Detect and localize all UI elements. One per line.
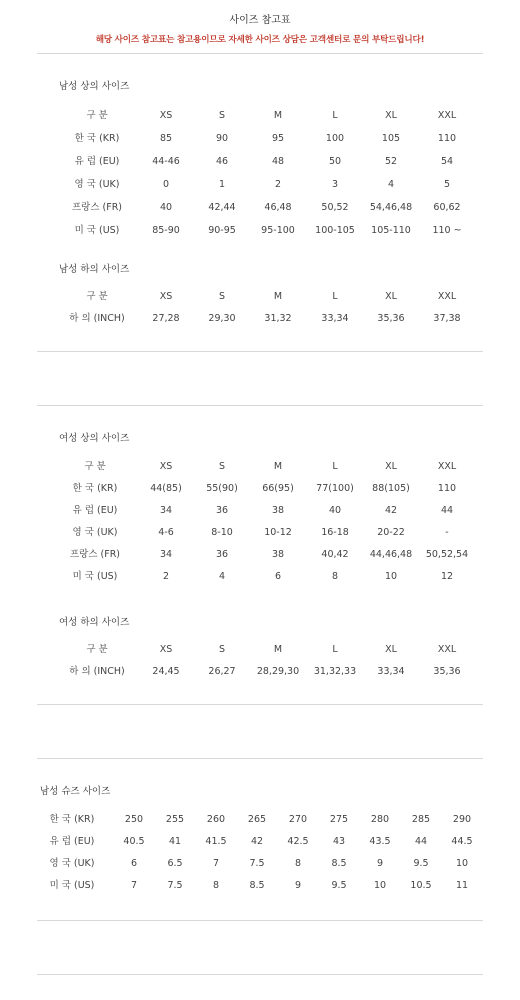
column-header: XXL [437,291,457,302]
table-cell: 33,34 [321,313,349,324]
section-title-men-shoes: 남성 슈즈 사이즈 [40,786,111,797]
column-header: XS [159,644,173,655]
table-cell: 50,52,54 [425,549,469,560]
table-cell: 16-18 [321,527,349,538]
table-cell: 60,62 [433,202,461,213]
table-cell: 110 [437,133,457,144]
table-cell: 54 [440,156,454,167]
column-header: XS [159,461,173,472]
section-title-men-top: 남성 상의 사이즈 [59,81,130,92]
table-cell: 5 [443,179,451,190]
table-cell: 4-6 [158,527,174,538]
table-cell: 35,36 [377,313,405,324]
column-header: S [218,110,226,121]
table-cell: 54,46,48 [369,202,413,213]
table-cell: 265 [247,814,267,825]
column-header: XXL [437,110,457,121]
table-cell: 10 [373,880,387,891]
row-label: 한 국 (KR) [72,483,118,494]
table-cell: 31,32 [264,313,292,324]
column-header: L [332,110,338,121]
table-cell: 12 [440,571,454,582]
table-cell: 11 [455,880,469,891]
table-cell: 2 [274,179,282,190]
table-cell: 88(105) [372,483,410,494]
table-cell: 20-22 [377,527,405,538]
table-cell: 42 [384,505,398,516]
table-cell: 1 [218,179,226,190]
table-cell: 4 [218,571,226,582]
row-label: 한 국 (KR) [49,814,95,825]
table-cell: 44,46,48 [369,549,413,560]
table-cell: 90-95 [208,225,236,236]
table-cell: 0 [162,179,170,190]
column-header: M [273,291,283,302]
section-divider [37,351,483,352]
table-cell: 52 [384,156,398,167]
table-cell: 36 [215,549,229,560]
header-title: 사이즈 참고표 [229,15,291,26]
table-cell: 43 [332,836,346,847]
column-header-label: 구 분 [84,461,106,472]
table-cell: 34 [159,505,173,516]
table-cell: 9 [294,880,302,891]
table-cell: 41.5 [205,836,227,847]
table-cell: 41 [168,836,182,847]
row-label: 프랑스 (FR) [69,549,121,560]
table-cell: 270 [288,814,308,825]
table-cell: 4 [387,179,395,190]
table-cell: 37,38 [433,313,461,324]
table-cell: 280 [370,814,390,825]
row-label: 프랑스 (FR) [71,202,123,213]
table-cell: 38 [271,549,285,560]
section-divider [37,920,483,921]
table-cell: 10 [384,571,398,582]
table-cell: 105-110 [371,225,411,236]
table-cell: 29,30 [208,313,236,324]
table-cell: 24,45 [152,666,180,677]
column-header: L [332,291,338,302]
column-header: L [332,644,338,655]
table-cell: 66(95) [262,483,294,494]
table-cell: 44.5 [451,836,473,847]
table-cell: 28,29,30 [256,666,300,677]
table-cell: 285 [411,814,431,825]
column-header: S [218,461,226,472]
table-cell: 42,44 [208,202,236,213]
row-label: 미 국 (US) [74,225,120,236]
table-cell: 95-100 [261,225,295,236]
table-cell: 110 ~ [432,225,462,236]
table-cell: 6.5 [167,858,183,869]
table-cell: 10-12 [264,527,292,538]
column-header: L [332,461,338,472]
row-label: 영 국 (UK) [72,527,118,538]
table-cell: 95 [271,133,285,144]
column-header: XXL [437,644,457,655]
table-cell: 100-105 [315,225,355,236]
table-cell: 7 [212,858,220,869]
table-cell: 42.5 [287,836,309,847]
column-header: S [218,291,226,302]
table-cell: 44 [414,836,428,847]
table-cell: 40 [328,505,342,516]
column-header: XS [159,110,173,121]
column-header: XXL [437,461,457,472]
table-cell: 10.5 [410,880,432,891]
table-cell: 33,34 [377,666,405,677]
column-header: XL [385,291,397,302]
column-header-label: 구 분 [86,110,108,121]
table-cell: 6 [274,571,282,582]
table-cell: 8 [212,880,220,891]
table-cell: 34 [159,549,173,560]
column-header: S [218,644,226,655]
table-cell: 6 [130,858,138,869]
header-notice: 해당 사이즈 참고표는 참고용이므로 자세한 사이즈 상담은 고객센터로 문의 부탁드립니다! [95,35,425,45]
row-label: 하 의 (INCH) [69,666,125,677]
column-header: M [273,461,283,472]
table-cell: 85 [159,133,173,144]
table-cell: 8.5 [331,858,347,869]
row-label: 유 럽 (EU) [49,836,95,847]
table-cell: 290 [452,814,472,825]
table-cell: 40,42 [321,549,349,560]
table-cell: 48 [271,156,285,167]
table-cell: 275 [329,814,349,825]
table-cell: 40 [159,202,173,213]
section-divider [37,758,483,759]
table-cell: 9.5 [331,880,347,891]
column-header: XL [385,110,397,121]
row-label: 한 국 (KR) [74,133,120,144]
table-cell: 110 [437,483,457,494]
row-label: 영 국 (UK) [74,179,120,190]
table-cell: 42 [250,836,264,847]
table-cell: 8.5 [249,880,265,891]
table-cell: 90 [215,133,229,144]
row-label: 유 럽 (EU) [72,505,118,516]
row-label: 미 국 (US) [49,880,95,891]
table-cell: 8 [331,571,339,582]
table-cell: 77(100) [316,483,354,494]
table-cell: 100 [325,133,345,144]
table-cell: 55(90) [206,483,238,494]
table-cell: 260 [206,814,226,825]
section-divider [37,405,483,406]
section-divider [37,704,483,705]
table-cell: 255 [165,814,185,825]
section-title-women-bottom: 여성 하의 사이즈 [59,617,130,628]
table-cell: 31,32,33 [313,666,357,677]
table-cell: 9.5 [413,858,429,869]
section-title-women-top: 여성 상의 사이즈 [59,433,130,444]
table-cell: 8 [294,858,302,869]
table-cell: 35,36 [433,666,461,677]
table-cell: 3 [331,179,339,190]
row-label: 하 의 (INCH) [69,313,125,324]
row-label: 미 국 (US) [72,571,118,582]
table-cell: 40.5 [123,836,145,847]
table-cell: 44(85) [150,483,182,494]
table-cell: 7.5 [249,858,265,869]
section-divider [37,974,483,975]
table-cell: 85-90 [152,225,180,236]
table-cell: 105 [381,133,401,144]
row-label: 유 럽 (EU) [74,156,120,167]
column-header: M [273,110,283,121]
header-divider [37,53,483,54]
table-cell: 50,52 [321,202,349,213]
row-label: 영 국 (UK) [49,858,95,869]
table-cell: 250 [124,814,144,825]
column-header-label: 구 분 [86,291,108,302]
table-cell: 7.5 [167,880,183,891]
table-cell: 10 [455,858,469,869]
table-cell: 26,27 [208,666,236,677]
column-header: XL [385,461,397,472]
table-cell: 27,28 [152,313,180,324]
column-header: XS [159,291,173,302]
table-cell: 44-46 [152,156,180,167]
column-header-label: 구 분 [86,644,108,655]
table-cell: 50 [328,156,342,167]
section-title-men-bottom: 남성 하의 사이즈 [59,264,130,275]
column-header: M [273,644,283,655]
column-header: XL [385,644,397,655]
table-cell: 9 [376,858,384,869]
table-cell: 38 [271,505,285,516]
table-cell: 46,48 [264,202,292,213]
table-cell: 43.5 [369,836,391,847]
table-cell: 46 [215,156,229,167]
table-cell: 2 [162,571,170,582]
table-cell: 36 [215,505,229,516]
table-cell: - [445,527,449,538]
table-cell: 7 [130,880,138,891]
table-cell: 44 [440,505,454,516]
table-cell: 8-10 [211,527,233,538]
